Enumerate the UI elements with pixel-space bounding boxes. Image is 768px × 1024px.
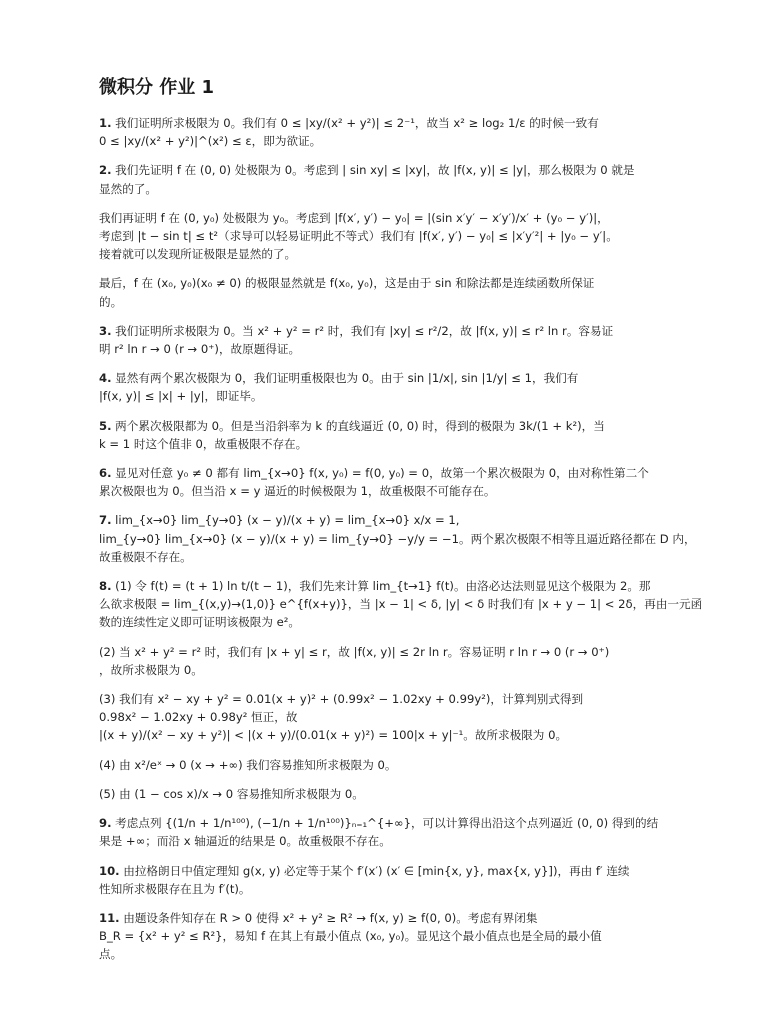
- line-text: B_R = {x² + y² ≤ R²}，易知 f 在其上有最小值点 (x₀, y₀)。显见这个最小值点也是全局的最小值: [99, 929, 602, 944]
- paragraph-line: [99, 340, 673, 358]
- paragraph-line: [99, 322, 673, 340]
- line-text: (4) 由 x²/eˣ → 0 (x → +∞) 我们容易推知所求极限为 0。: [99, 757, 397, 772]
- line-text: (5) 由 (1 − cos x)/x → 0 容易推知所求极限为 0。: [99, 786, 364, 801]
- line-text: 故重极限不存在。: [99, 549, 192, 564]
- line-text: 点。: [99, 947, 123, 962]
- problem-number: 5.: [99, 418, 112, 433]
- paragraph-line: [99, 785, 673, 803]
- paragraph: [99, 511, 696, 566]
- paragraph-line: [99, 530, 696, 548]
- line-text: 数的连续性定义即可证明该极限为 e²。: [99, 615, 300, 630]
- paragraph-line: [99, 132, 673, 150]
- paragraph: [99, 209, 673, 264]
- paragraph-line: [99, 880, 673, 898]
- line-text: 我们先证明 f 在 (0, 0) 处极限为 0。考虑到 | sin xy| ≤ |xy|，故 |f(x, y)| ≤ |y|，那么极限为 0 就是: [115, 163, 635, 178]
- line-text: 0.98x² − 1.02xy + 0.98y² 恒正，故: [99, 710, 298, 725]
- line-text: (3) 我们有 x² − xy + y² = 0.01(x + y)² + (0.99x² − 1.02xy + 0.99y²)，计算判别式得到: [99, 692, 584, 707]
- paragraph-line: [99, 227, 673, 245]
- line-text: lim_{x→0} lim_{y→0} (x − y)/(x + y) = lim_{x→0} x/x = 1,: [115, 513, 460, 528]
- paragraph: [99, 274, 673, 310]
- line-text: 明 r² ln r → 0 (r → 0⁺)，故原题得证。: [99, 342, 301, 357]
- line-text: 累次极限也为 0。但当沿 x = y 逼近的时候极限为 1，故重极限不可能存在。: [99, 484, 496, 499]
- line-text: |(x + y)/(x² − xy + y²)| < |(x + y)/(0.01(x + y)²) = 100|x + y|⁻¹。故所求极限为 0。: [99, 728, 568, 743]
- paragraph-line: [99, 643, 673, 661]
- paragraph-line: [99, 435, 673, 453]
- paragraph-line: [99, 511, 673, 529]
- line-text: 接着就可以发现所证极限是显然的了。: [99, 247, 297, 262]
- paragraph-line: [99, 690, 673, 708]
- problem-number: 2.: [99, 163, 112, 178]
- line-text: 两个累次极限都为 0。但是当沿斜率为 k 的直线逼近 (0, 0) 时，得到的极限为 3k/(1 + k²)，当: [115, 418, 605, 433]
- paragraph-line: [99, 945, 673, 963]
- paragraph-line: [99, 293, 673, 311]
- problem-number: 8.: [99, 579, 112, 594]
- paragraph: [99, 785, 673, 803]
- problem-number: 11.: [99, 910, 120, 925]
- paragraph: [99, 690, 673, 745]
- problem-number: 7.: [99, 513, 112, 528]
- paragraph-line: [99, 369, 673, 387]
- paragraph: [99, 643, 673, 679]
- line-text: 么欲求极限 = lim_{(x,y)→(1,0)} e^{f(x+y)}，当 |x − 1| < δ, |y| < δ 时我们有 |x + y − 1| < 2δ，再由一元函: [99, 597, 703, 612]
- paragraph: [99, 814, 673, 850]
- paragraph: [99, 369, 673, 405]
- line-text: 最后，f 在 (x₀, y₀)(x₀ ≠ 0) 的极限显然就是 f(x₀, y₀)，这是由于 sin 和除法都是连续函数所保证: [99, 276, 595, 291]
- line-text: 的。: [99, 294, 123, 309]
- problem-number: 6.: [99, 466, 112, 481]
- paragraph: [99, 417, 673, 453]
- line-text: 果是 +∞；而沿 x 轴逼近的结果是 0。故重极限不存在。: [99, 834, 391, 849]
- paragraph: [99, 114, 673, 150]
- line-text: lim_{y→0} lim_{x→0} (x − y)/(x + y) = lim_{y→0} −y/y = −1。两个累次极限不相等且逼近路径都在 D 内，: [99, 531, 696, 546]
- line-text: 由题设条件知存在 R > 0 使得 x² + y² ≥ R² → f(x, y) ≥ f(0, 0)。考虑有界闭集: [123, 910, 538, 925]
- problem-number: 10.: [99, 863, 120, 878]
- paragraph-line: [99, 482, 673, 500]
- line-text: |f(x, y)| ≤ |x| + |y|，即证毕。: [99, 389, 263, 404]
- paragraph-line: [99, 927, 673, 945]
- paragraph-line: [99, 661, 673, 679]
- paragraph-line: [99, 708, 673, 726]
- paragraph-line: [99, 814, 673, 832]
- paragraph-line: [99, 464, 673, 482]
- paragraph-line: [99, 577, 673, 595]
- paragraph: [99, 577, 703, 632]
- paragraph-line: [99, 274, 673, 292]
- paragraph-line: [99, 613, 673, 631]
- paragraph: [99, 862, 673, 898]
- paragraph-line: [99, 909, 673, 927]
- line-text: 我们再证明 f 在 (0, y₀) 处极限为 y₀。考虑到 |f(x′, y′) − y₀| = |(sin x′y′ − x′y′)/x′ + (y₀ − y′)|，: [99, 210, 609, 225]
- paragraph-line: [99, 726, 673, 744]
- paragraph: [99, 161, 673, 197]
- line-text: 显然有两个累次极限为 0，我们证明重极限也为 0。由于 sin |1/x|, sin |1/y| ≤ 1，我们有: [115, 371, 579, 386]
- document-body: [99, 114, 703, 964]
- line-text: 性知所求极限存在且为 f′(t)。: [99, 881, 251, 896]
- problem-number: 4.: [99, 371, 112, 386]
- problem-number: 1.: [99, 116, 112, 130]
- line-text: 0 ≤ |xy/(x² + y²)|^(x²) ≤ ε，即为欲证。: [99, 134, 322, 149]
- line-text: 由拉格朗日中值定理知 g(x, y) 必定等于某个 f′(x′) (x′ ∈ [min{x, y}, max{x, y}])，再由 f′ 连续: [123, 863, 630, 878]
- line-text: 显然的了。: [99, 181, 157, 196]
- paragraph: [99, 322, 673, 358]
- paragraph-line: [99, 548, 673, 566]
- paragraph-line: [99, 417, 673, 435]
- paragraph: [99, 909, 673, 964]
- problem-number: 3.: [99, 323, 112, 338]
- line-text: k = 1 时这个值非 0，故重极限不存在。: [99, 436, 308, 451]
- paragraph-line: [99, 209, 673, 227]
- line-text: 我们证明所求极限为 0。我们有 0 ≤ |xy/(x² + y²)| ≤ 2⁻¹，故当 x² ≥ log₂ 1/ε 的时候一致有: [115, 116, 599, 130]
- paragraph: [99, 756, 673, 774]
- paragraph-line: [99, 387, 673, 405]
- line-text: 我们证明所求极限为 0。当 x² + y² = r² 时，我们有 |xy| ≤ r²/2，故 |f(x, y)| ≤ r² ln r。容易证: [115, 323, 614, 338]
- paragraph-line: [99, 180, 673, 198]
- line-text: 考虑点列 {(1/n + 1/n¹⁰⁰), (−1/n + 1/n¹⁰⁰)}ₙ₌₁^{+∞}，可以计算得出沿这个点列逼近 (0, 0) 得到的结: [115, 816, 659, 831]
- problem-number: 9.: [99, 816, 112, 831]
- line-text: ，故所求极限为 0。: [99, 662, 203, 677]
- paragraph-line: [99, 114, 673, 132]
- document-page: [99, 76, 703, 975]
- paragraph-line: [99, 756, 673, 774]
- line-text: (1) 令 f(t) = (t + 1) ln t/(t − 1)，我们先来计算 lim_{t→1} f(t)。由洛必达法则显见这个极限为 2。那: [115, 579, 651, 594]
- paragraph-line: [99, 245, 673, 263]
- paragraph-line: [99, 161, 673, 179]
- paragraph-line: [99, 832, 673, 850]
- line-text: 显见对任意 y₀ ≠ 0 都有 lim_{x→0} f(x, y₀) = f(0, y₀) = 0，故第一个累次极限为 0，由对称性第二个: [115, 466, 649, 481]
- line-text: (2) 当 x² + y² = r² 时，我们有 |x + y| ≤ r，故 |f(x, y)| ≤ 2r ln r。容易证明 r ln r → 0 (r → 0⁺): [99, 644, 610, 659]
- paragraph-line: [99, 595, 703, 613]
- paragraph: [99, 464, 673, 500]
- paragraph-line: [99, 862, 673, 880]
- line-text: 考虑到 |t − sin t| ≤ t²（求导可以轻易证明此不等式）我们有 |f(x′, y′) − y₀| ≤ |x′y′²| + |y₀ − y′|。: [99, 229, 618, 244]
- document-title: 微积分 作业 1: [99, 77, 215, 98]
